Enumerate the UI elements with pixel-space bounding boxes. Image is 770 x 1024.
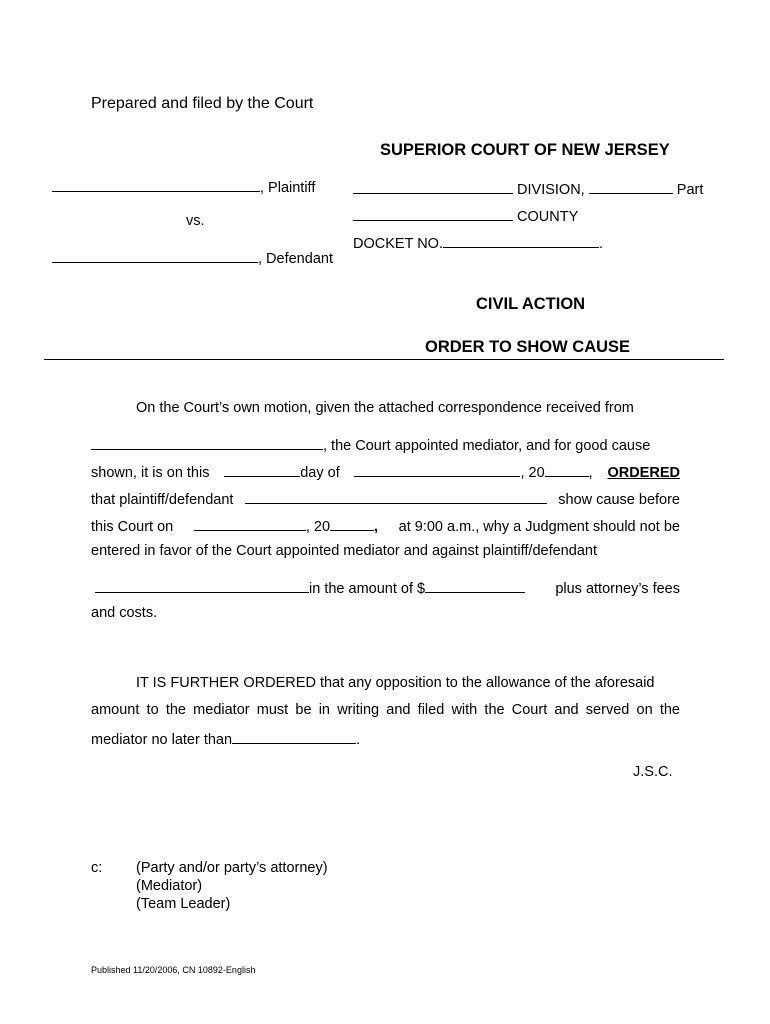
versus-text: vs. xyxy=(186,213,205,229)
line3-text-c: , 20 xyxy=(520,465,545,481)
day-field[interactable] xyxy=(224,462,300,477)
line7-text-a: in the amount of $ xyxy=(309,581,426,597)
part-label: Part xyxy=(676,182,704,198)
para2-line-3 xyxy=(91,729,360,748)
docket-row xyxy=(353,233,603,252)
county-row xyxy=(353,206,578,225)
copies-item-1: (Party and/or party’s attorney) xyxy=(136,860,328,876)
body-line-2 xyxy=(91,435,680,454)
jsc-signature-label: J.S.C. xyxy=(633,764,673,780)
body-line-5 xyxy=(91,516,680,535)
ordered-text: ORDERED xyxy=(607,465,680,481)
line7-text-b: plus attorney’s fees xyxy=(555,581,680,597)
body-line-6: entered in favor of the Court appointed mediator and against plaintiff/defendant xyxy=(91,543,597,559)
division-field[interactable] xyxy=(353,179,513,194)
body-line-7 xyxy=(91,578,680,597)
line3-text-d: , xyxy=(588,465,593,481)
line5-comma: , xyxy=(374,519,379,535)
plaintiff-label: , Plaintiff xyxy=(260,180,316,196)
plaintiff-name-field[interactable] xyxy=(52,177,260,192)
deadline-field[interactable] xyxy=(232,729,356,744)
defendant-name-field[interactable] xyxy=(52,248,258,263)
amount-field[interactable] xyxy=(425,578,525,593)
line3-text-b: day of xyxy=(300,465,340,481)
defendant-row xyxy=(52,248,333,267)
correspondent-field[interactable] xyxy=(91,435,323,450)
body-line-4 xyxy=(91,489,680,508)
docket-period: . xyxy=(598,236,603,252)
para2-line-2 xyxy=(91,702,680,718)
copies-item-2: (Mediator) xyxy=(136,878,203,894)
para2-line-2-text: amount to the mediator must be in writing and filed with the Court and served on the xyxy=(91,702,680,718)
defendant-party-field[interactable] xyxy=(95,578,309,593)
para2-line-3-text-a: mediator no later than xyxy=(91,732,233,748)
hearing-date-field[interactable] xyxy=(194,516,306,531)
defendant-label: , Defendant xyxy=(258,251,333,267)
body-line-8: and costs. xyxy=(91,605,158,621)
line5-text-a: this Court on xyxy=(91,519,174,535)
year-field-2[interactable] xyxy=(330,516,374,531)
line4-text-b: show cause before xyxy=(558,492,680,508)
published-footer: Published 11/20/2006, CN 10892-English xyxy=(91,965,256,975)
docket-label: DOCKET NO. xyxy=(353,236,443,252)
order-title: ORDER TO SHOW CAUSE xyxy=(425,338,631,356)
para2-line-1: IT IS FURTHER ORDERED that any opposition to the allowance of the aforesaid xyxy=(136,675,655,691)
title-divider xyxy=(44,359,724,360)
para2-line-3-text-b: . xyxy=(356,732,361,748)
line4-text-a: that plaintiff/defendant xyxy=(91,492,234,508)
copies-label: c: xyxy=(91,860,103,876)
prepared-by-text: Prepared and filed by the Court xyxy=(91,95,314,112)
division-row xyxy=(353,179,703,198)
line5-text-c: at 9:00 a.m., why a Judgment should not be xyxy=(398,519,680,535)
party-field[interactable] xyxy=(245,489,547,504)
body-line-3 xyxy=(91,462,680,481)
copies-item-3: (Team Leader) xyxy=(136,896,231,912)
line2-text-a: , the Court appointed mediator, and for good cause xyxy=(323,438,651,454)
line5-text-b: , 20 xyxy=(305,519,331,535)
county-label: COUNTY xyxy=(517,209,579,225)
civil-action-title: CIVIL ACTION xyxy=(476,295,586,313)
court-name: SUPERIOR COURT OF NEW JERSEY xyxy=(380,141,670,159)
docket-number-field[interactable] xyxy=(443,233,599,248)
county-field[interactable] xyxy=(353,206,513,221)
body-line-1: On the Court’s own motion, given the attached correspondence received from xyxy=(136,400,634,416)
line3-text-a: shown, it is on this xyxy=(91,465,210,481)
part-field[interactable] xyxy=(589,179,673,194)
year-field-1[interactable] xyxy=(545,462,589,477)
plaintiff-row xyxy=(52,177,315,196)
division-label: DIVISION, xyxy=(517,182,585,198)
month-field[interactable] xyxy=(354,462,520,477)
